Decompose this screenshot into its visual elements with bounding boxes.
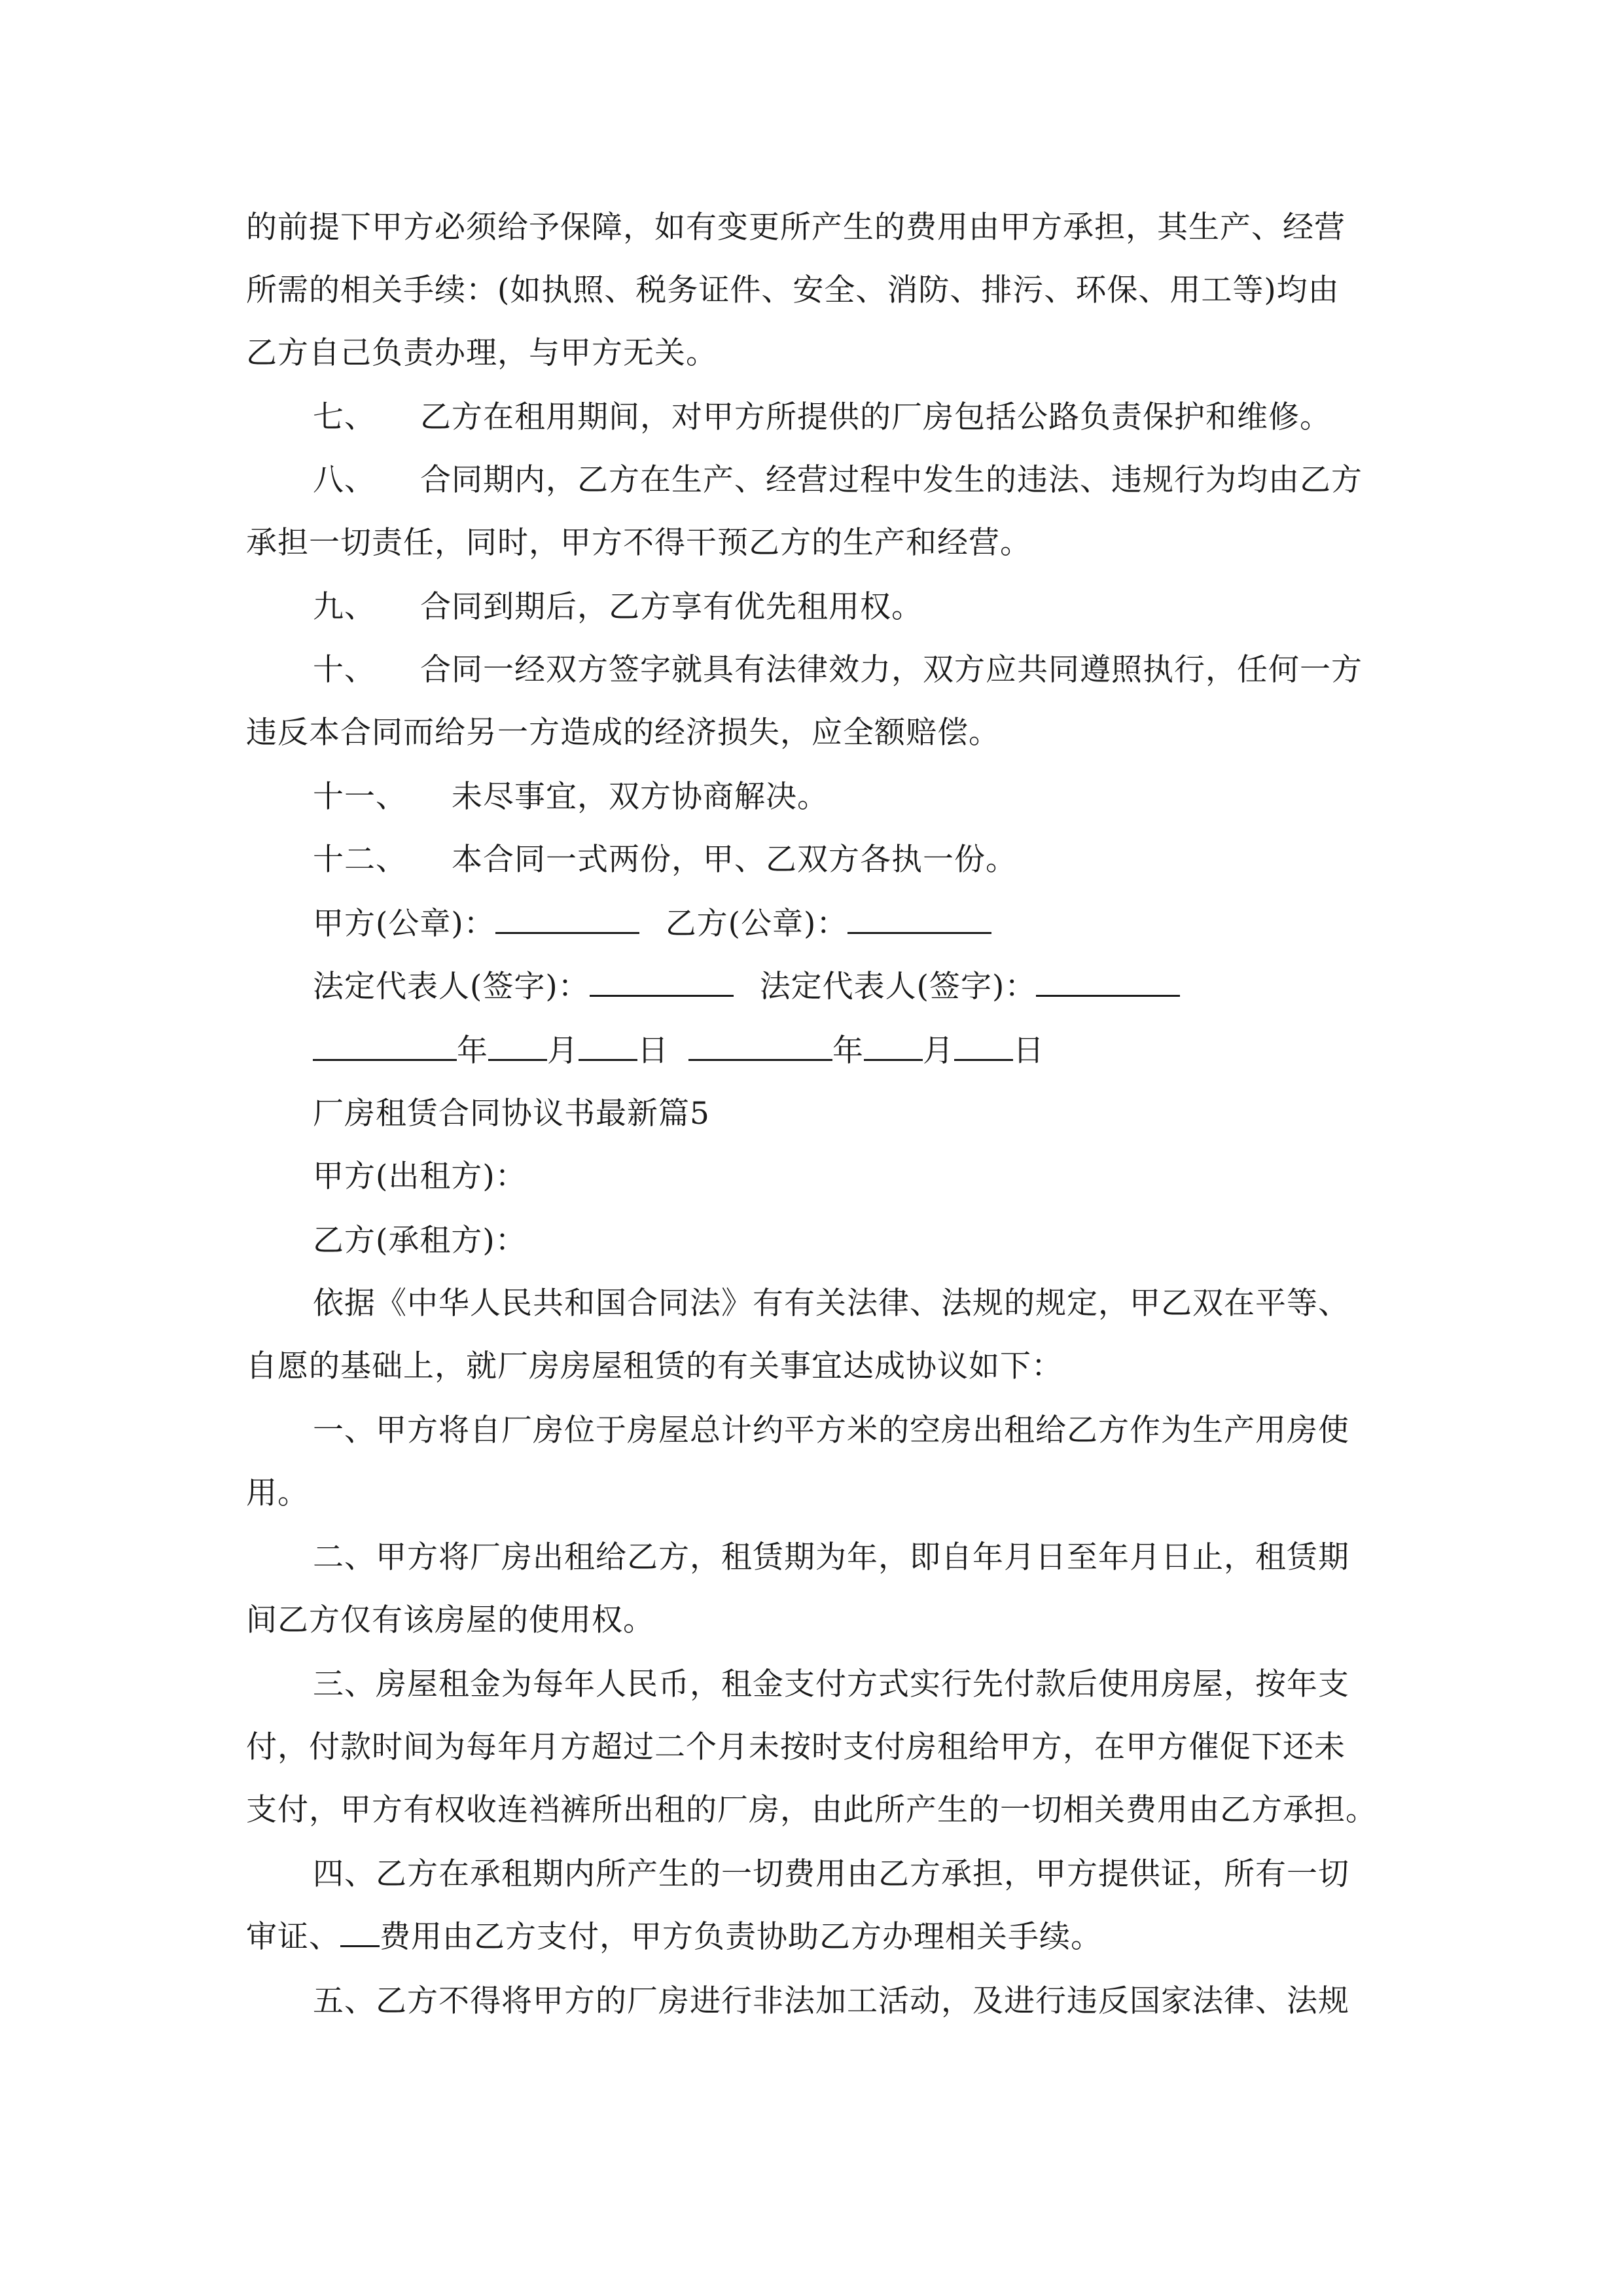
text-line: 付，付款时间为每年月方超过二个月未按时支付房租给甲方，在甲方催促下还未 (246, 1729, 1346, 1765)
text-line: 所需的相关手续：(如执照、税务证件、安全、消防、排污、环保、用工等)均由 (246, 272, 1340, 308)
month-label: 月 (923, 1033, 954, 1069)
clause-10 (313, 651, 1363, 690)
party-b-rep-label: 法定代表人(签字)： (759, 969, 1037, 1005)
year-blank (688, 1033, 832, 1061)
text-line (246, 1918, 1102, 1957)
clause-number: 八、 (313, 462, 376, 498)
text-line: 依据《中华人民共和国合同法》有有关法律、法规的规定，甲乙双在平等、 (313, 1285, 1349, 1321)
clause-11 (313, 778, 829, 817)
date-line (313, 1031, 1044, 1071)
clause-7 (313, 398, 1331, 437)
day-blank (954, 1033, 1013, 1061)
text-line: 承担一切责任，同时，甲方不得干预乙方的生产和经营。 (246, 525, 1031, 561)
text-line: 乙方自己负责办理，与甲方无关。 (246, 335, 717, 371)
clause-text: 未尽事宜，双方协商解决。 (452, 779, 829, 815)
day-label: 日 (1013, 1033, 1044, 1069)
clause-number: 七、 (313, 399, 376, 435)
text-line: 用。 (246, 1475, 309, 1511)
fill-blank (340, 1919, 380, 1947)
clause-text: 合同期内，乙方在生产、经营过程中发生的违法、违规行为均由乙方 (420, 462, 1363, 498)
text-line: 二、甲方将厂房出租给乙方，租赁期为年，即自年月日至年月日止，租赁期 (313, 1539, 1349, 1575)
year-blank (313, 1033, 457, 1061)
party-a-seal-blank (495, 906, 639, 934)
text-line: 四、乙方在承租期内所产生的一切费用由乙方承担，甲方提供证，所有一切 (313, 1856, 1349, 1892)
party-a-rep-label: 法定代表人(签字)： (313, 969, 590, 1005)
text-line: 间乙方仅有该房屋的使用权。 (246, 1602, 654, 1638)
party-a-rep-blank (590, 969, 734, 997)
month-blank (488, 1033, 547, 1061)
party-b-label: 乙方(承租方)： (313, 1223, 527, 1259)
text-line: 一、甲方将自厂房位于房屋总计约平方米的空房出租给乙方作为生产用房使 (313, 1412, 1349, 1448)
party-b-seal-label: 乙方(公章)： (665, 906, 848, 942)
text-line: 的前提下甲方必须给予保障，如有变更所产生的费用由甲方承担，其生产、经营 (246, 209, 1346, 245)
clause-8 (313, 461, 1363, 500)
clause-12 (313, 840, 1017, 880)
day-label: 日 (637, 1033, 669, 1069)
clause-number: 十、 (313, 652, 376, 688)
clause-9 (313, 588, 923, 627)
day-blank (579, 1033, 637, 1061)
year-label: 年 (832, 1033, 864, 1069)
text-fragment: 审证、 (246, 1919, 340, 1955)
clause-number: 九、 (313, 589, 376, 625)
month-blank (864, 1033, 923, 1061)
clause-number: 十二、 (313, 842, 407, 878)
party-b-rep-blank (1036, 969, 1180, 997)
party-a-label: 甲方(出租方)： (313, 1158, 527, 1194)
month-label: 月 (547, 1033, 579, 1069)
clause-text: 合同一经双方签字就具有法律效力，双方应共同遵照执行，任何一方 (420, 652, 1363, 688)
year-label: 年 (457, 1033, 488, 1069)
clause-number: 十一、 (313, 779, 407, 815)
text-line: 三、房屋租金为每年人民币，租金支付方式实行先付款后使用房屋，按年支 (313, 1666, 1349, 1702)
text-fragment: 费用由乙方支付，甲方负责协助乙方办理相关手续。 (380, 1919, 1102, 1955)
clause-text: 本合同一式两份，甲、乙双方各执一份。 (452, 842, 1017, 878)
clause-text: 乙方在租用期间，对甲方所提供的厂房包括公路负责保护和维修。 (420, 399, 1331, 435)
party-a-seal-label: 甲方(公章)： (313, 906, 495, 942)
clause-text: 合同到期后，乙方享有优先租用权。 (420, 589, 923, 625)
seal-line (313, 905, 991, 944)
text-line: 五、乙方不得将甲方的厂房进行非法加工活动，及进行违反国家法律、法规 (313, 1983, 1349, 2019)
party-b-seal-blank (847, 906, 991, 934)
section-title: 厂房租赁合同协议书最新篇5 (313, 1096, 710, 1132)
text-line: 违反本合同而给另一方造成的经济损失，应全额赔偿。 (246, 715, 1000, 751)
representative-line (313, 967, 1180, 1007)
text-line: 支付，甲方有权收连裆裤所出租的厂房，由此所产生的一切相关费用由乙方承担。 (246, 1792, 1377, 1828)
text-line: 自愿的基础上，就厂房房屋租赁的有关事宜达成协议如下： (246, 1348, 1063, 1384)
